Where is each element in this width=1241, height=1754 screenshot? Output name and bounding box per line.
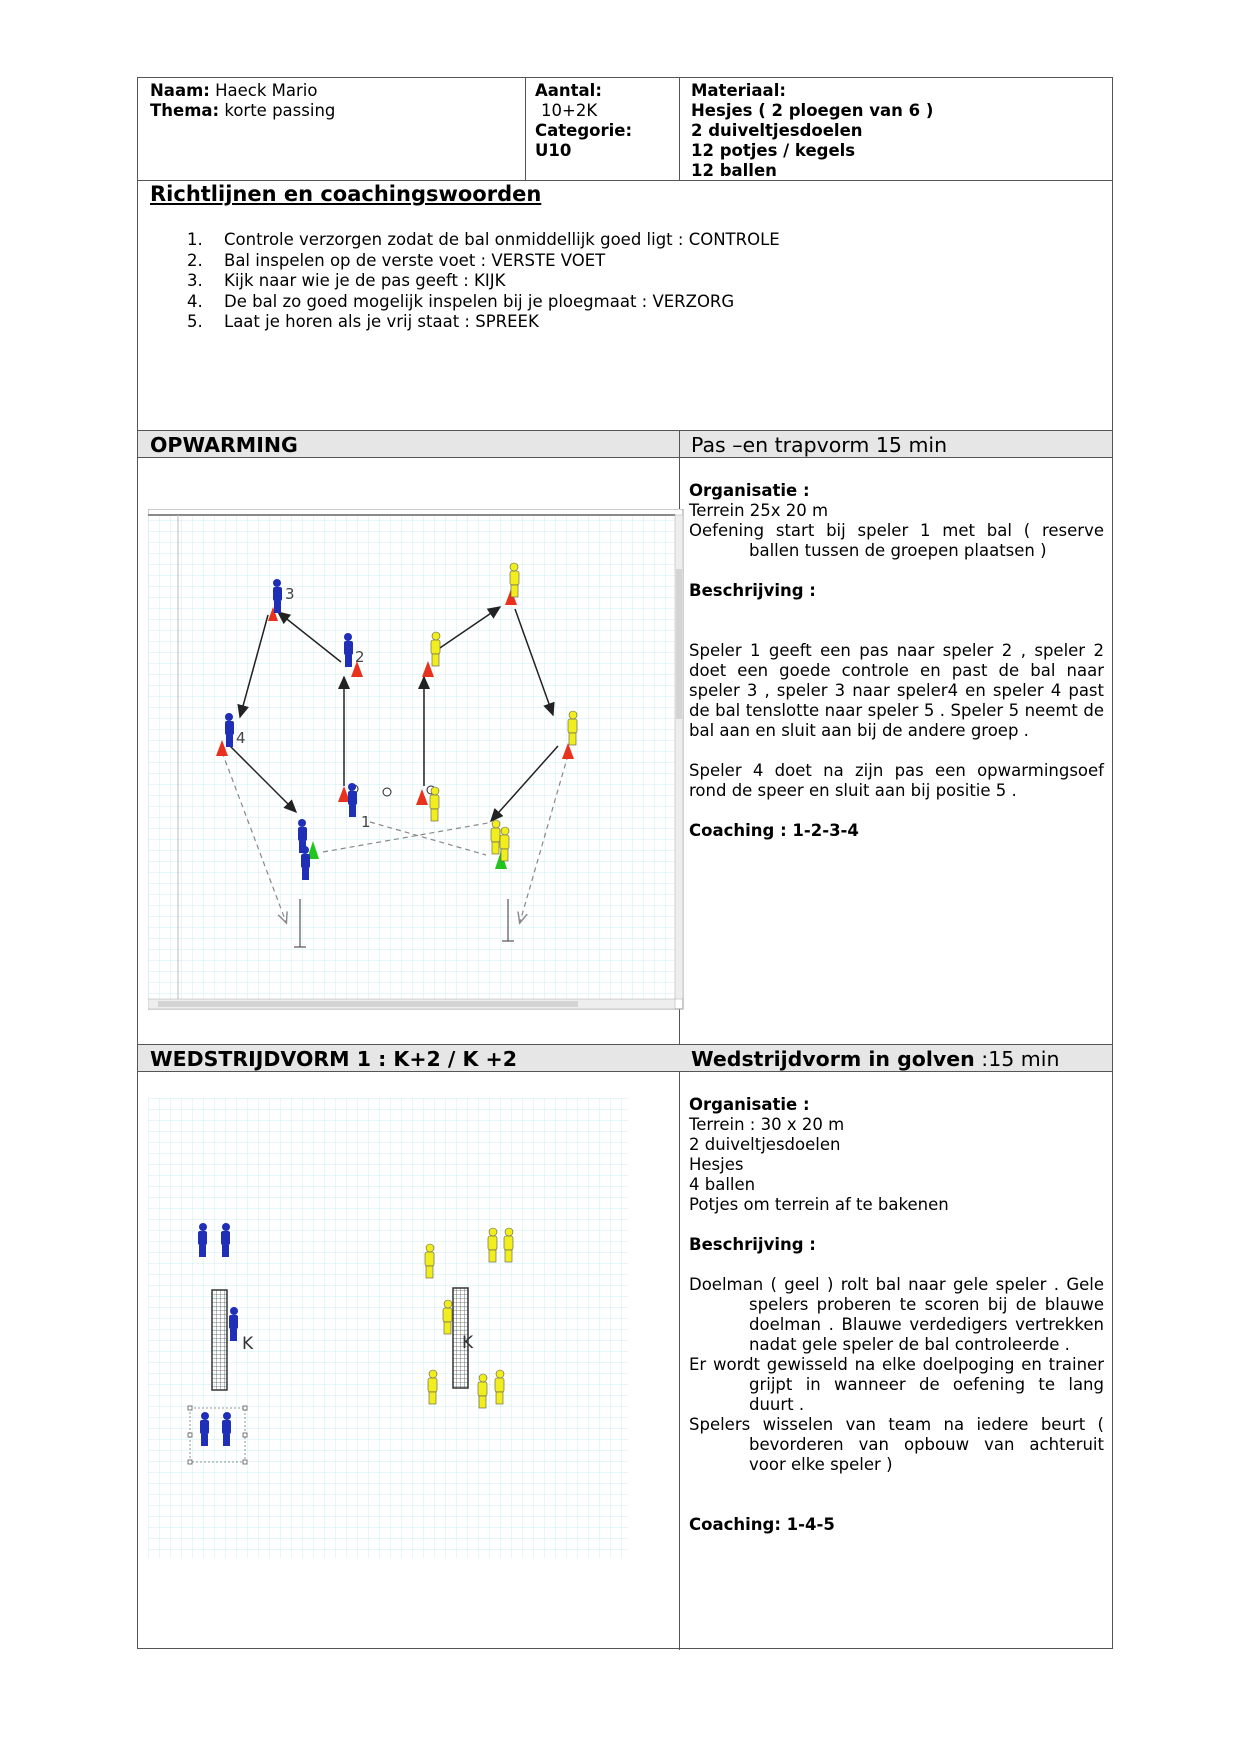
divider [138,457,1112,458]
organisatie-line: 2 duiveltjesdoelen [689,1135,841,1154]
beschrijving-paragraph: Spelers wisselen van team na iedere beurt ( bevorderen van opbouw van achteruit voor elke speler ) [689,1415,1104,1474]
organisatie-line: Terrein 25x 20 m [689,501,829,520]
richtlijnen-section [150,184,541,204]
divider [525,78,526,180]
beschrijving-label: Beschrijving : [689,581,816,600]
richtlijnen-list [150,230,1050,333]
organisatie-paragraph: Oefening start bij speler 1 met bal ( reserve ballen tussen de groepen plaatsen ) [689,521,1104,560]
wedstrijd-text [689,1095,1104,1535]
materiaal-item: 12 ballen [691,161,777,180]
list-item: 4. De bal zo goed mogelijk inspelen bij je ploegmaat : VERZORG [187,291,735,311]
list-item: 3. Kijk naar wie je de pas geeft : KIJK [187,271,506,290]
diagram-label: 2 [355,648,365,666]
materiaal-label: Materiaal: [691,81,786,100]
organisatie-label: Organisatie : [689,1095,810,1114]
diagram-label: K [462,1333,474,1353]
organisatie-line: Potjes om terrein af te bakenen [689,1195,949,1214]
wedstrijd-title: WEDSTRIJDVORM 1 : K+2 / K +2 [150,1047,517,1071]
coaching-text: Coaching: 1-4-5 [689,1515,835,1534]
opwarming-text [689,481,1104,841]
naam-label: Naam: [150,81,210,100]
beschrijving-paragraph: Speler 4 doet na zijn pas een opwarmingsoef rond de speer en sluit aan bij positie 5 . [689,761,1104,800]
diagram-label: 3 [285,585,295,603]
diagram-label: K [242,1334,254,1354]
thema-value: korte passing [219,101,336,120]
list-item: 1. Controle verzorgen zodat de bal onmiddellijk goed ligt : CONTROLE [187,230,780,249]
wedstrijd-diagram [148,1098,628,1578]
opwarming-diagram [148,509,693,1019]
wedstrijd-band [138,1045,1112,1071]
list-item: 2. Bal inspelen op de verste voet : VERSTE VOET [187,250,606,270]
beschrijving-paragraph: Er wordt gewisseld na elke doelpoging en trainer grijpt in wanneer de oefening te lang duurt . [689,1355,1104,1414]
aantal-value: 10+2K [541,101,598,120]
diagram-label: 4 [236,729,246,747]
materiaal-item: Hesjes ( 2 ploegen van 6 ) [691,101,934,120]
list-item: 5. Laat je horen als je vrij staat : SPREEK [187,312,539,331]
categorie-label: Categorie: [535,121,633,140]
naam-value: Haeck Mario [209,81,318,100]
materiaal-item: 2 duiveltjesdoelen [691,121,863,140]
header-materiaal [691,81,1101,181]
richtlijnen-title: Richtlijnen en coachingswoorden [150,182,542,206]
thema-label: Thema: [150,101,220,120]
opwarming-band [138,431,1112,457]
opwarming-title: OPWARMING [150,433,298,457]
divider [679,78,680,180]
beschrijving-paragraph: Speler 1 geeft een pas naar speler 2 , speler 2 doet een goede controle en past de bal naar speler 3 , speler 3 naar speler4 en speler 4 past de bal tenslotte naar speler 5 . Speler 5 neemt de bal aan en sluit aan bij de andere groep . [689,641,1104,740]
session-sheet [137,77,1113,1649]
coaching-text: Coaching : 1-2-3-4 [689,821,859,840]
diagram-label: 1 [361,813,371,831]
beschrijving-label: Beschrijving : [689,1235,816,1254]
aantal-label: Aantal: [535,81,602,100]
categorie-value: U10 [535,141,572,160]
materiaal-item: 12 potjes / kegels [691,141,856,160]
organisatie-line: Hesjes [689,1155,744,1174]
organisatie-line: Terrein : 30 x 20 m [689,1115,845,1134]
richtlijnen-list-wrap [150,230,1050,333]
opwarming-subtitle: Pas –en trapvorm 15 min [691,433,948,457]
beschrijving-paragraph: Doelman ( geel ) rolt bal naar gele speler . Gele spelers proberen te scoren bij de blauwe doelman . Blauwe verdedigers vertrekken nadat gele speler de bal controleerde . [689,1275,1104,1354]
organisatie-label: Organisatie : [689,481,810,500]
divider [138,1071,1112,1072]
organisatie-line: 4 ballen [689,1175,756,1194]
header-naam-thema [150,81,520,121]
header-aantal [535,81,675,161]
wedstrijd-subtitle: Wedstrijdvorm in golven :15 min [691,1047,1060,1071]
